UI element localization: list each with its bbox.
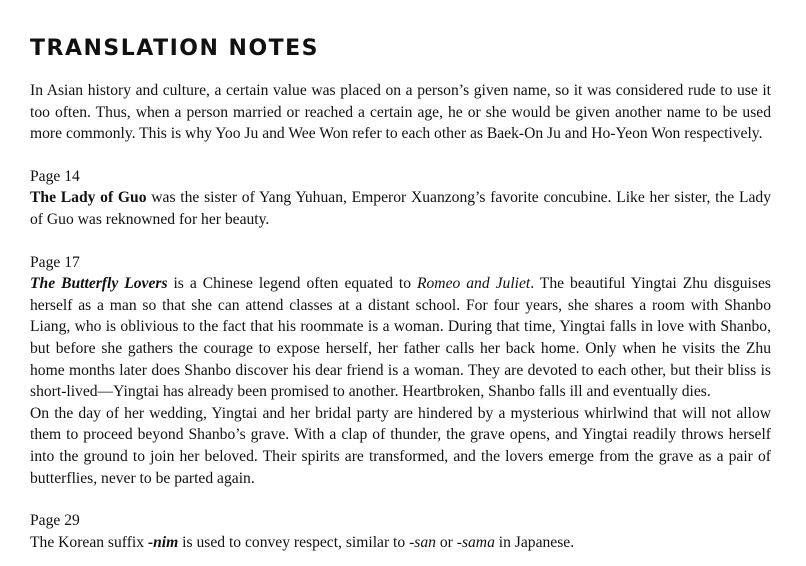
note-text: or (435, 533, 457, 551)
page-title: TRANSLATION NOTES (30, 36, 320, 61)
note-text: was the sister of Yang Yuhuan, Emperor Xuanzong’s favorite concubine. Like her sister, the Lady of Guo was reknowned for her beauty. (30, 189, 771, 228)
note-term-nim: -nim (147, 533, 179, 551)
note-term-butterfly-lovers: The Butterfly Lovers (30, 275, 168, 293)
note-italic-sama: -sama (456, 533, 495, 551)
note-text: is used to convey respect, similar to (178, 533, 410, 551)
note-page-29 (30, 532, 771, 554)
note-page-14 (30, 187, 771, 230)
note-page-label-17: Page 17 (30, 253, 80, 271)
note-text: is a Chinese legend often equated to (167, 275, 417, 293)
note-page-17 (30, 273, 771, 403)
note-page-label-29: Page 29 (30, 512, 80, 530)
intro-paragraph: In Asian history and culture, a certain value was placed on a person’s given name, so it was considered rude to use it too often. Thus, when a person married or reached a certain age, he or she would be given another name to be used more commonly. This is why Yoo Ju and Wee Won refer to each other as Baek-On Ju and Ho-Yeon Won respectively. (30, 82, 771, 143)
note-term-lady-of-guo: The Lady of Guo (30, 189, 147, 207)
translation-notes-page (30, 36, 771, 553)
note-text: in Japanese. (494, 533, 575, 551)
note-text: The Korean suffix (30, 533, 148, 551)
note-page-label-14: Page 14 (30, 167, 80, 185)
spacer (30, 145, 771, 166)
spacer (30, 489, 771, 510)
note-text: . The beautiful Yingtai Zhu disguises herself as a man so that she can attend classes at a distant school. For four years, she shares a room with Shanbo Liang, who is oblivious to the fact that his roommate is a woman. During that time, Yingtai falls in love with Shanbo, but before she gathers the courage to expose herself, her father calls her back home. Only when he visits the Zhu home months later does Shanbo discover his dear friend is a woman. They are devoted to each other, but their bliss is short-lived—Yingtai has already been promised to another. Heartbroken, Shanbo falls ill and eventually dies. (30, 275, 771, 401)
note-italic-san: -san (409, 533, 436, 551)
note-italic-romeo-juliet: Romeo and Juliet (416, 275, 531, 293)
spacer (30, 231, 771, 252)
note-page-17-continuation: On the day of her wedding, Yingtai and her bridal party are hindered by a mysterious whirlwind that will not allow them to proceed beyond Shanbo’s grave. With a clap of thunder, the grave opens, and Yingtai readily throws herself into the ground to join her beloved. Their spirits are transformed, and the lovers emerge from the grave as a pair of butterflies, never to be parted again. (30, 404, 771, 487)
